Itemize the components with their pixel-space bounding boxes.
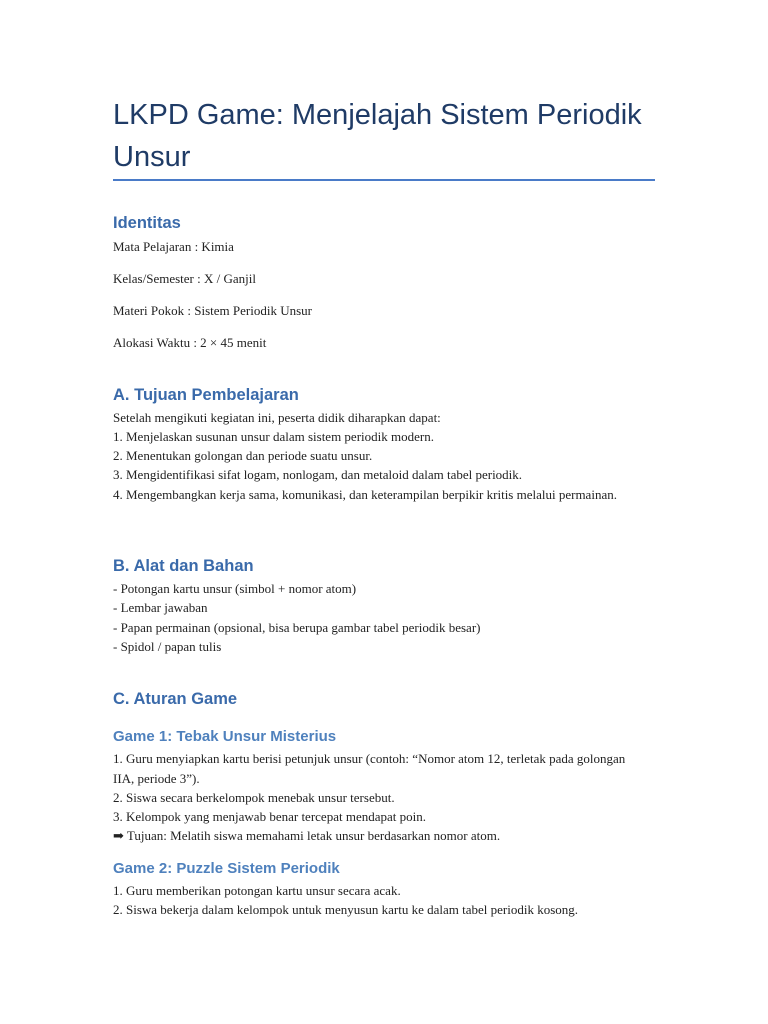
identitas-kelas: Kelas/Semester : X / Ganjil: [113, 271, 256, 286]
list-item: - Potongan kartu unsur (simbol + nomor atom): [113, 581, 357, 596]
list-item: 1. Menjelaskan susunan unsur dalam sistem periodik modern.: [113, 429, 434, 444]
title-divider: [113, 179, 655, 181]
list-item: 1. Guru menyiapkan kartu berisi petunjuk unsur (contoh: “Nomor atom 12, terletak pada golongan IIA, periode 3”).: [113, 751, 626, 786]
list-item: - Spidol / papan tulis: [113, 639, 222, 654]
list-item: 2. Siswa bekerja dalam kelompok untuk menyusun kartu ke dalam tabel periodik kosong.: [113, 902, 579, 917]
identitas-alokasi: Alokasi Waktu : 2 × 45 menit: [113, 335, 267, 350]
identitas-mapel: Mata Pelajaran : Kimia: [113, 239, 234, 254]
document-title: LKPD Game: Menjelajah Sistem Periodik Unsur: [113, 99, 642, 173]
tujuan-heading: A. Tujuan Pembelajaran: [113, 386, 299, 404]
list-item: 3. Kelompok yang menjawab benar tercepat mendapat poin.: [113, 809, 426, 824]
list-item: 1. Guru memberikan potongan kartu unsur secara acak.: [113, 883, 401, 898]
game1-heading: Game 1: Tebak Unsur Misterius: [113, 728, 337, 745]
aturan-heading: C. Aturan Game: [113, 690, 238, 708]
identitas-heading: Identitas: [113, 214, 181, 232]
alat-heading: B. Alat dan Bahan: [113, 557, 254, 575]
list-item: - Lembar jawaban: [113, 600, 208, 615]
identitas-materi: Materi Pokok : Sistem Periodik Unsur: [113, 303, 312, 318]
list-item: - Papan permainan (opsional, bisa berupa gambar tabel periodik besar): [113, 620, 481, 635]
list-item: 2. Menentukan golongan dan periode suatu unsur.: [113, 448, 373, 463]
list-item: 3. Mengidentifikasi sifat logam, nonlogam, dan metaloid dalam tabel periodik.: [113, 467, 523, 482]
tujuan-intro: Setelah mengikuti kegiatan ini, peserta didik diharapkan dapat:: [113, 410, 441, 425]
list-item: ➡ Tujuan: Melatih siswa memahami letak unsur berdasarkan nomor atom.: [113, 828, 501, 843]
list-item: 2. Siswa secara berkelompok menebak unsur tersebut.: [113, 790, 395, 805]
game2-heading: Game 2: Puzzle Sistem Periodik: [113, 860, 340, 877]
list-item: 4. Mengembangkan kerja sama, komunikasi, dan keterampilan berpikir kritis melalui permainan.: [113, 487, 617, 502]
